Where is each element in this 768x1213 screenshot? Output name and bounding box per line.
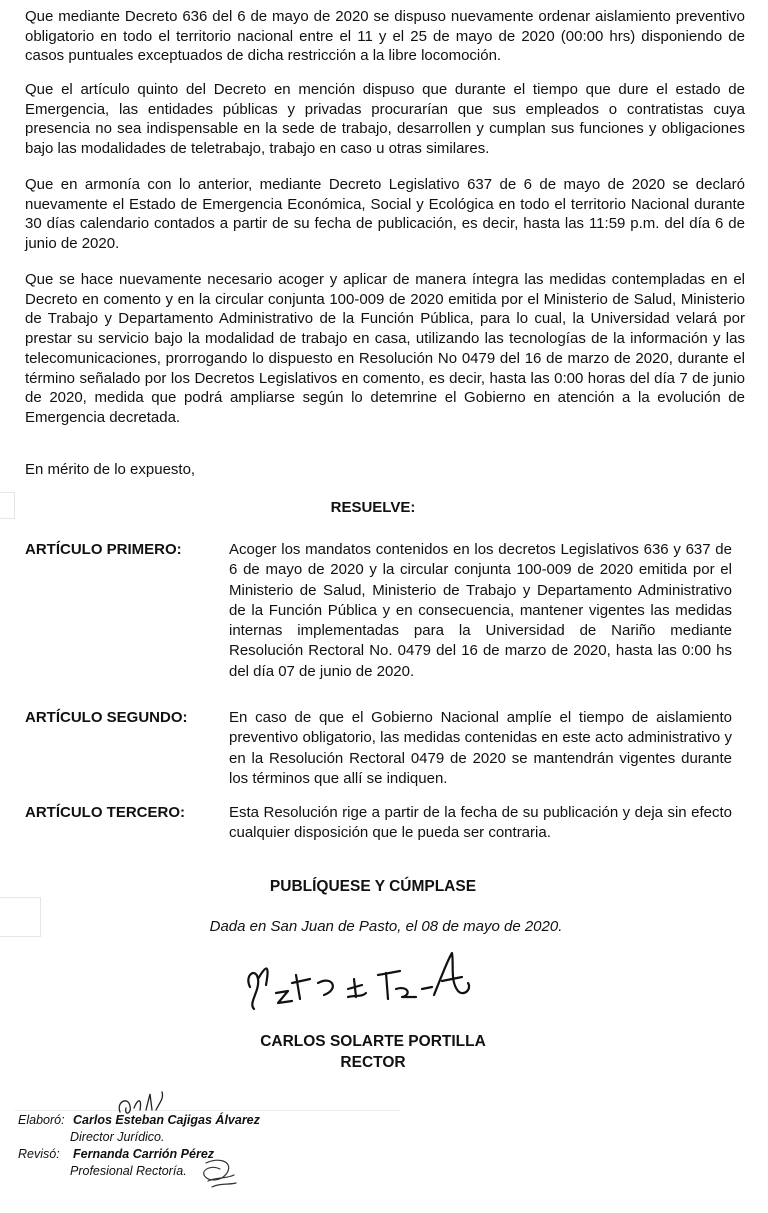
signature-stroke: [378, 971, 400, 999]
paragraph-medidas: Que se hace nuevamente necesario acoger y aplicar de manera íntegra las medidas contempladas en el Decreto en comento y en la circular conjunta 100-009 de 2020 emitida por el Ministerio de Salud, Ministerio de Trabajo y Departamento Administrativo de la Función Pública, para lo cual, la Universidad velará por prestar su servicio bajo la modalidad de trabajo en casa, utilizando las tecnologías de la información y las telecomunicaciones, prorrogando lo dispuesto en Resolución No 0479 del 16 de marzo de 2020, durante el término señalado por los Decretos Legislativos en comento, es decir, hasta las 0:00 horas del día 7 de junio de 2020, medida que podrá ampliarse según lo detemrine el Gobierno en atención a la evolución de Emergencia decretada.: [25, 271, 745, 426]
paragraph-decreto-637: Que en armonía con lo anterior, mediante Decreto Legislativo 637 de 6 de mayo de 2020 se declaró nuevamente el Estado de Emergencia Económica, Social y Ecológica en todo el territorio Nacional durante 30 días calendario contados a partir de su fecha de publicación, es decir, hasta las 11:59 p.m. del día 6 de junio de 2020.: [25, 176, 745, 253]
signature-stroke: [434, 953, 469, 995]
article-label: ARTÍCULO SEGUNDO:: [25, 709, 188, 726]
initials-stroke: [146, 1092, 163, 1110]
resuelve-heading: RESUELVE:: [330, 499, 416, 516]
reviso-role: Profesional Rectoría.: [70, 1164, 187, 1178]
signature-stroke: [348, 979, 366, 997]
article-label: ARTÍCULO TERCERO:: [25, 804, 185, 821]
paragraph-articulo-quinto: Que el artículo quinto del Decreto en mención dispuso que durante el tiempo que dure el estado de Emergencia, las entidades públicas y privadas procurarían que sus empleados o contratistas cuya presencia no sea indispensable en la sede de trabajo, desarrollen y cumplan sus funciones y obligaciones bajo las modalidades de teletrabajo, trabajo en caso u otras similares.: [25, 81, 745, 158]
article-text: Acoger los mandatos contenidos en los decretos Legislativos 636 y 637 de 6 de mayo de 2020 y la circular conjunta 100-009 de 2020 emitida por el Ministerio de Salud, Ministerio de Trabajo y Departamento Administrativo de la Función Pública y en consecuencia, mantener vigentes las medidas internas implementadas para la Universidad de Nariño mediante Resolución Rectoral No. 0479 del 16 de marzo de 2020, hasta las 0:00 hs del día 07 de junio de 2020.: [229, 541, 732, 680]
footer-divider: [15, 1110, 400, 1111]
signature-stroke: [276, 991, 292, 1003]
closing-heading: PUBLÍQUESE Y CÚMPLASE: [269, 878, 477, 895]
signature-stroke: [258, 968, 268, 985]
signer-name: CARLOS SOLARTE PORTILLA: [260, 1033, 486, 1050]
article-label: ARTÍCULO PRIMERO:: [25, 541, 182, 558]
rector-signature: [236, 945, 496, 1015]
signature-stroke: [248, 973, 258, 1009]
signature-stroke: [296, 975, 300, 999]
article-text: En caso de que el Gobierno Nacional amplíe el tiempo de aislamiento preventivo obligatorio, las medidas contenidas en este acto administrativo y en la Resolución Rectoral 0479 de 2020 se mantendrán vigentes durante los términos que allí se indiquen.: [229, 709, 732, 787]
reviso-initials: [198, 1153, 240, 1193]
elaboro-role: Director Jurídico.: [70, 1130, 165, 1144]
reviso-label: Revisó:: [18, 1147, 60, 1161]
article-text: Esta Resolución rige a partir de la fecha de su publicación y deja sin efecto cualquier disposición que le pueda ser contraria.: [229, 804, 732, 842]
signature-stroke: [396, 988, 416, 997]
signature-stroke: [318, 981, 333, 995]
elaboro-label: Elaboró:: [18, 1113, 65, 1127]
initials-stroke: [134, 1101, 141, 1110]
signature-stroke: [422, 987, 432, 989]
signature-stroke: [292, 979, 310, 983]
signer-role: RECTOR: [340, 1054, 406, 1071]
initials-stroke: [208, 1175, 236, 1187]
date-line: Dada en San Juan de Pasto, el 08 de mayo de 2020.: [209, 918, 563, 935]
paragraph-en-merito: En mérito de lo expuesto,: [25, 461, 196, 478]
elaboro-name: Carlos Esteban Cajigas Álvarez: [73, 1113, 260, 1127]
reviso-name: Fernanda Carrión Pérez: [73, 1147, 215, 1161]
paragraph-decreto-636: Que mediante Decreto 636 del 6 de mayo de 2020 se dispuso nuevamente ordenar aislamiento preventivo obligatorio en todo el territorio nacional entre el 11 y el 25 de mayo de 2020 (00:00 hrs) disponiendo de casos puntuales exceptuados de dicha restricción a la libre locomoción.: [25, 8, 745, 65]
